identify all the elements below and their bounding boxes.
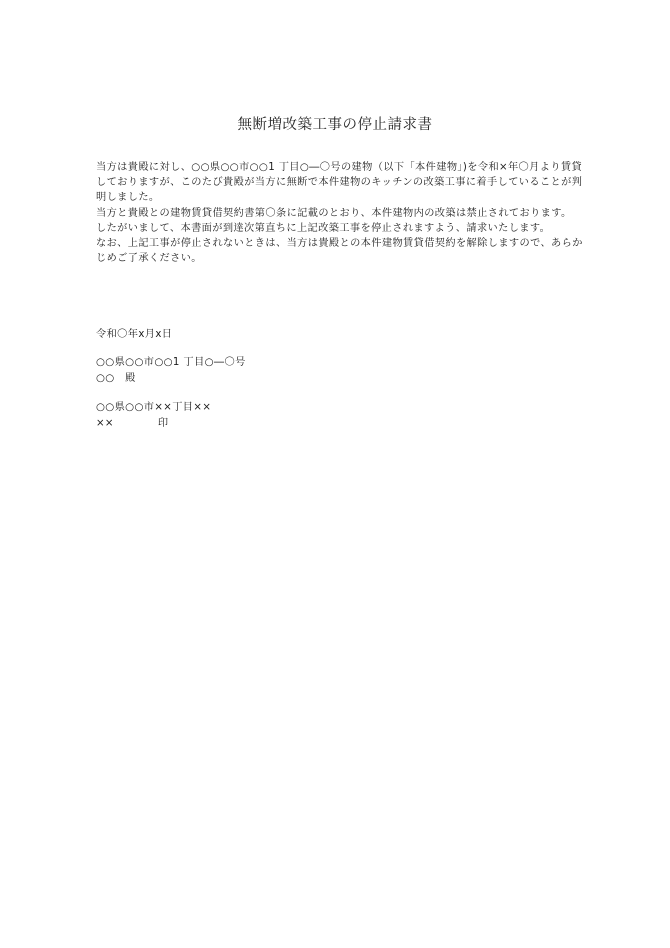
- document-body: [96, 160, 584, 266]
- addressee-address: ○○県○○市○○1 丁目○―〇号: [96, 357, 246, 368]
- body-paragraph: 当方は貴殿に対し、○○県○○市○○1 丁目○―〇号の建物（以下「本件建物」)を令和×年〇月より賃貸しておりますが、このたび貴殿が当方に無断で本件建物のキッチンの改築工事に着手していることが判明しました。: [96, 162, 583, 204]
- sender-block: [96, 400, 211, 431]
- body-paragraph: なお、上記工事が停止されないときは、当方は貴殿との本件建物賃貸借契約を解除しますので、あらかじめご了承ください。: [96, 238, 583, 265]
- body-paragraph: したがいまして、本書面が到達次第直ちに上記改築工事を停止されますよう、請求いたします。: [96, 222, 551, 234]
- sender-name: ××: [96, 417, 114, 429]
- document-date: 令和〇年x月x日: [96, 329, 173, 340]
- addressee-block: [96, 355, 246, 386]
- sender-name-row: [96, 416, 211, 432]
- document-title: 無断増改築工事の停止請求書: [237, 117, 433, 133]
- sender-address: ○○県○○市××丁目××: [96, 402, 212, 413]
- seal-mark: 印: [157, 417, 169, 429]
- addressee-name: ○○ 殿: [96, 372, 136, 384]
- body-paragraph: 当方と貴殿との建物賃貸借契約書第〇条に記載のとおり、本件建物内の改築は禁止されております。: [96, 207, 572, 219]
